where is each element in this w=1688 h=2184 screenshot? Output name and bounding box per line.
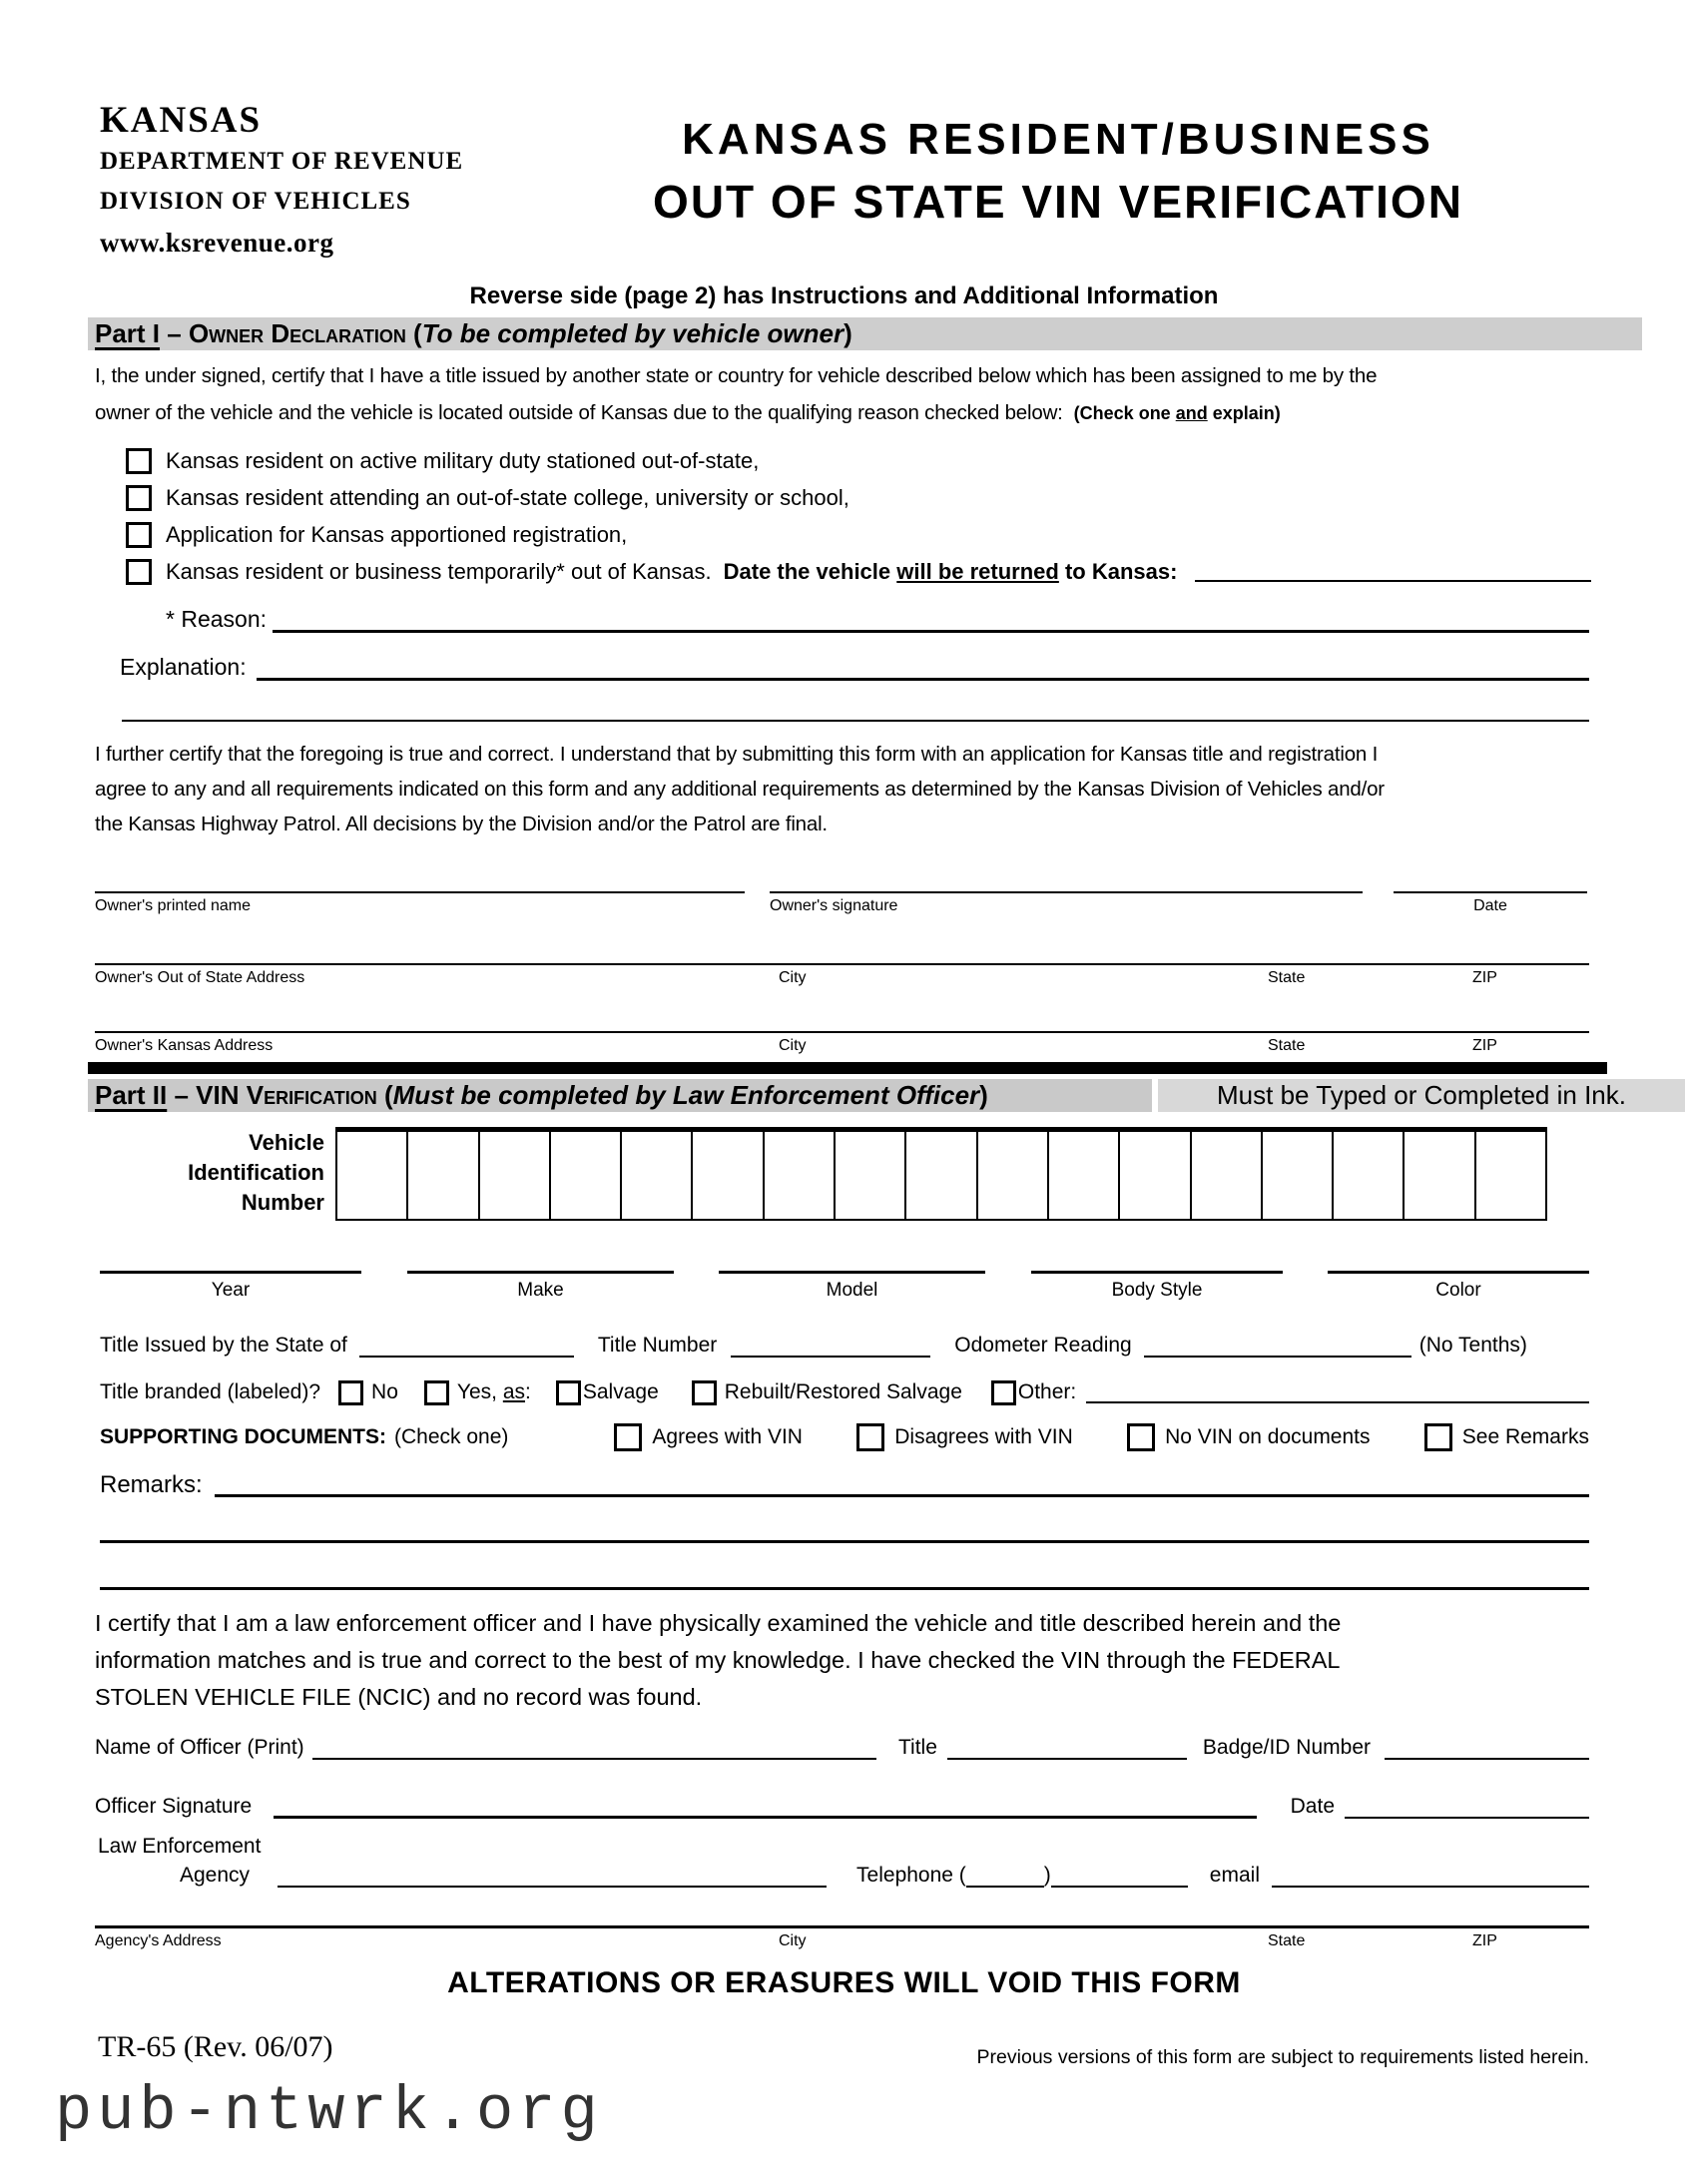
officer-certification	[95, 1605, 1602, 1716]
law-enforcement-label: Law Enforcement	[98, 1835, 262, 1858]
intro-line2-text: owner of the vehicle and the vehicle is located outside of Kansas due to the qualifying reason checked below:	[95, 401, 1063, 424]
officer-title-field[interactable]	[947, 1757, 1187, 1760]
officer-signature-label: Officer Signature	[95, 1795, 253, 1818]
odometer-label: Odometer Reading	[954, 1334, 1132, 1357]
vin-cell[interactable]	[1192, 1132, 1263, 1219]
owner-certification-line3: the Kansas Highway Patrol. All decisions by the Division and/or the Patrol are final.	[95, 813, 828, 835]
vin-cell[interactable]	[1120, 1132, 1191, 1219]
temporary-checkbox[interactable]	[126, 559, 152, 585]
owner-certification-line2: agree to any and all requirements indicated on this form and any additional requirements as determined by the Kansas Division of Vehicles and/or	[95, 778, 1385, 801]
title-number-label: Title Number	[597, 1334, 718, 1357]
owner-ks-address-label: Owner's Kansas Address	[95, 1037, 274, 1054]
agency-state: KANSAS	[100, 100, 263, 141]
city-label: City	[779, 1037, 807, 1054]
branded-question: Title branded (labeled)?	[100, 1380, 321, 1403]
apportioned-label: Application for Kansas apportioned registration,	[166, 521, 628, 547]
owner-date-col	[1394, 869, 1587, 915]
badge-label: Badge/ID Number	[1202, 1736, 1371, 1759]
part1-heading: – Owner Declaration (	[167, 318, 422, 348]
agency-dept: DEPARTMENT OF REVENUE	[100, 148, 464, 175]
salvage-checkbox[interactable]	[556, 1380, 581, 1405]
see-remarks-option	[1414, 1423, 1589, 1451]
owner-certification-line1: I further certify that the foregoing is true and correct. I understand that by submitting this form with an application for Kansas title and registration I	[95, 743, 1379, 766]
owner-declaration-intro	[95, 357, 1602, 432]
agency-address-field[interactable]	[95, 1904, 1589, 1928]
owner-printed-name-label: Owner's printed name	[95, 897, 252, 914]
part2-heading: – VIN Verification (	[174, 1080, 393, 1110]
check-note: (Check one and explain)	[1073, 403, 1281, 423]
disagrees-checkbox[interactable]	[856, 1423, 884, 1451]
vin-cell[interactable]	[978, 1132, 1049, 1219]
remarks-field-line2[interactable]	[100, 1540, 1589, 1543]
agency-block	[100, 100, 463, 264]
part2-label: Part II	[95, 1080, 168, 1110]
college-checkbox[interactable]	[126, 485, 152, 511]
city-label: City	[779, 969, 807, 986]
telephone-label: Telephone (	[856, 1864, 966, 1887]
title-state-field[interactable]	[359, 1355, 574, 1358]
remarks-row	[100, 1463, 1589, 1499]
supporting-label: SUPPORTING DOCUMENTS:	[100, 1425, 387, 1448]
branded-other-field[interactable]	[1086, 1400, 1589, 1403]
model-field[interactable]: Model	[719, 1271, 985, 1302]
remarks-label: Remarks:	[100, 1471, 203, 1498]
return-date-field[interactable]	[1195, 579, 1591, 582]
apportioned-checkbox[interactable]	[126, 522, 152, 548]
body-style-field[interactable]: Body Style	[1031, 1271, 1283, 1302]
vin-cell[interactable]	[551, 1132, 622, 1219]
alterations-warning: ALTERATIONS OR ERASURES WILL VOID THIS FORM	[447, 1966, 1241, 1999]
owner-signature-label: Owner's signature	[770, 897, 898, 914]
owner-ks-address-field[interactable]	[95, 1009, 1589, 1033]
officer-certification-line2: information matches and is true and correct to the best of my knowledge. I have checked the VIN through the FEDERAL	[95, 1647, 1341, 1673]
agrees-label: Agrees with VIN	[652, 1425, 803, 1448]
make-field[interactable]: Make	[407, 1271, 674, 1302]
owner-date-field[interactable]	[1394, 869, 1587, 893]
reason-row-temporary	[126, 558, 1591, 585]
no-vin-option	[1117, 1423, 1370, 1451]
owner-oos-address-row	[95, 941, 1589, 987]
no-vin-checkbox[interactable]	[1127, 1423, 1155, 1451]
telephone-field[interactable]	[1051, 1885, 1188, 1888]
title-branded-row	[100, 1377, 1589, 1407]
vin-label	[95, 1128, 324, 1218]
officer-signature-row	[95, 1789, 1589, 1819]
vin-cell[interactable]	[622, 1132, 693, 1219]
disagrees-option	[846, 1423, 1073, 1451]
military-label: Kansas resident on active military duty stationed out-of-state,	[166, 447, 760, 473]
vin-cell[interactable]	[408, 1132, 479, 1219]
vin-cell[interactable]	[337, 1132, 408, 1219]
vin-label-line1: Vehicle	[249, 1130, 324, 1155]
part2-heading-italic: Must be completed by Law Enforcement Officer	[392, 1080, 980, 1110]
owner-oos-address-field[interactable]	[95, 941, 1589, 965]
reason-row-apportioned	[126, 521, 1591, 548]
part1-header	[88, 317, 1642, 350]
telephone-area-field[interactable]	[966, 1885, 1044, 1888]
badge-field[interactable]	[1385, 1757, 1589, 1760]
vin-cell[interactable]	[1263, 1132, 1334, 1219]
part2-header	[88, 1079, 1152, 1112]
owner-printed-name-col	[95, 869, 745, 915]
return-date-label: Date the vehicle will be returned to Kansas:	[723, 558, 1178, 584]
officer-certification-line1: I certify that I am a law enforcement officer and I have physically examined the vehicle and title described herein and the	[95, 1610, 1342, 1636]
intro-line1: I, the under signed, certify that I have a title issued by another state or country for vehicle described below which has been assigned to me by the	[95, 364, 1378, 387]
state-label: State	[1268, 1037, 1306, 1054]
explanation-field-line2[interactable]	[122, 720, 1589, 722]
officer-date-field[interactable]	[1345, 1816, 1589, 1819]
owner-signature-col	[770, 869, 1363, 915]
no-vin-label: No VIN on documents	[1165, 1425, 1371, 1448]
reason-label: * Reason:	[166, 606, 268, 632]
vin-cell[interactable]	[693, 1132, 764, 1219]
vin-cell[interactable]	[1405, 1132, 1475, 1219]
title-issued-label: Title Issued by the State of	[100, 1334, 347, 1357]
rebuilt-checkbox[interactable]	[692, 1380, 717, 1405]
ink-note: Must be Typed or Completed in Ink.	[1158, 1079, 1685, 1112]
zip-label: ZIP	[1472, 1037, 1497, 1054]
title-number-field[interactable]	[731, 1355, 930, 1358]
remarks-field-line3[interactable]	[100, 1587, 1589, 1590]
owner-printed-name-field[interactable]	[95, 869, 745, 893]
branded-other-label: Other:	[1017, 1380, 1077, 1403]
owner-signature-row	[95, 869, 1589, 915]
supporting-documents-row	[100, 1422, 1589, 1452]
vin-label-line3: Number	[241, 1190, 324, 1215]
telephone-paren-close: )	[1043, 1864, 1051, 1887]
owner-signature-field[interactable]	[770, 869, 1363, 893]
section-divider-bar	[88, 1062, 1607, 1074]
part1-heading-close: )	[844, 318, 852, 348]
branded-no-checkbox[interactable]	[338, 1380, 363, 1405]
officer-certification-line3: STOLEN VEHICLE FILE (NCIC) and no record was found.	[95, 1684, 703, 1710]
state-label: State	[1268, 1932, 1306, 1949]
reason-row-military	[126, 447, 1591, 474]
military-checkbox[interactable]	[126, 448, 152, 474]
explanation-label: Explanation:	[120, 654, 247, 680]
intro-line2	[95, 394, 1602, 432]
reason-row-college	[126, 484, 1591, 511]
vin-cell[interactable]	[1334, 1132, 1405, 1219]
agrees-option	[604, 1423, 803, 1451]
officer-title-label: Title	[898, 1736, 937, 1759]
part1-heading-italic: To be completed by vehicle owner	[421, 318, 844, 348]
part1-label: Part I	[95, 318, 161, 348]
agency-row	[95, 1861, 1589, 1888]
agency-label: Agency	[180, 1864, 251, 1887]
zip-label: ZIP	[1472, 1932, 1497, 1949]
college-label: Kansas resident attending an out-of-state college, university or school,	[166, 484, 849, 510]
branded-other-checkbox[interactable]	[991, 1380, 1016, 1405]
agency-address-label: Agency's Address	[95, 1932, 222, 1949]
city-label: City	[779, 1932, 807, 1949]
vin-cell[interactable]	[836, 1132, 906, 1219]
email-field[interactable]	[1272, 1885, 1589, 1888]
title-issued-row	[100, 1328, 1589, 1358]
branded-yes-label: Yes, as:	[456, 1380, 531, 1403]
owner-oos-address-label: Owner's Out of State Address	[95, 969, 305, 986]
branded-yes-checkbox[interactable]	[424, 1380, 449, 1405]
agrees-checkbox[interactable]	[614, 1423, 642, 1451]
officer-name-field[interactable]	[312, 1757, 876, 1760]
supporting-note: (Check one)	[394, 1425, 509, 1448]
form-title-line1: KANSAS RESIDENT/BUSINESS	[682, 115, 1434, 164]
form-number: TR-65 (Rev. 06/07)	[98, 2030, 333, 2063]
part2-heading-close: )	[979, 1080, 988, 1110]
qualifying-reasons	[126, 447, 1591, 595]
explanation-field[interactable]	[257, 677, 1589, 681]
vin-label-line2: Identification	[188, 1160, 324, 1185]
officer-signature-field[interactable]	[274, 1815, 1256, 1819]
officer-date-label: Date	[1290, 1795, 1335, 1818]
form-title-line2: OUT OF STATE VIN VERIFICATION	[653, 176, 1463, 228]
explanation-row	[95, 647, 1589, 681]
see-remarks-label: See Remarks	[1461, 1425, 1589, 1448]
vehicle-fields-row	[100, 1271, 1589, 1302]
salvage-label: Salvage	[582, 1380, 659, 1403]
agency-field[interactable]	[278, 1885, 827, 1888]
state-label: State	[1268, 969, 1306, 986]
remarks-field[interactable]	[215, 1493, 1589, 1497]
vin-grid	[335, 1127, 1547, 1221]
reason-row	[95, 599, 1589, 633]
vin-cell[interactable]	[765, 1132, 836, 1219]
color-field[interactable]: Color	[1328, 1271, 1589, 1302]
form-title	[619, 110, 1497, 234]
see-remarks-checkbox[interactable]	[1424, 1423, 1452, 1451]
vin-cell[interactable]	[1476, 1132, 1545, 1219]
email-label: email	[1209, 1864, 1260, 1887]
reason-field[interactable]	[273, 629, 1589, 633]
owner-certification	[95, 737, 1602, 841]
agency-address-row	[95, 1904, 1589, 1950]
vin-cell[interactable]	[1049, 1132, 1120, 1219]
branded-no-label: No	[371, 1380, 398, 1403]
supporting-options	[604, 1423, 1589, 1451]
vin-cell[interactable]	[480, 1132, 551, 1219]
disagrees-label: Disagrees with VIN	[894, 1425, 1073, 1448]
vin-cell[interactable]	[906, 1132, 977, 1219]
agency-division: DIVISION OF VEHICLES	[100, 188, 411, 215]
year-field[interactable]: Year	[100, 1271, 361, 1302]
reverse-side-note: Reverse side (page 2) has Instructions and Additional Information	[469, 282, 1219, 309]
zip-label: ZIP	[1472, 969, 1497, 986]
odometer-note: (No Tenths)	[1418, 1334, 1527, 1357]
previous-versions-note: Previous versions of this form are subject to requirements listed herein.	[976, 2046, 1589, 2068]
temporary-label: Kansas resident or business temporarily* out of Kansas.	[166, 558, 712, 584]
officer-name-label: Name of Officer (Print)	[95, 1736, 304, 1759]
odometer-field[interactable]	[1144, 1355, 1411, 1358]
watermark: pub-ntwrk.org	[55, 2076, 603, 2147]
rebuilt-label: Rebuilt/Restored Salvage	[724, 1380, 962, 1403]
owner-ks-address-row	[95, 1009, 1589, 1055]
owner-date-label: Date	[1473, 897, 1507, 914]
agency-website: www.ksrevenue.org	[100, 228, 334, 258]
officer-name-row	[95, 1731, 1589, 1760]
